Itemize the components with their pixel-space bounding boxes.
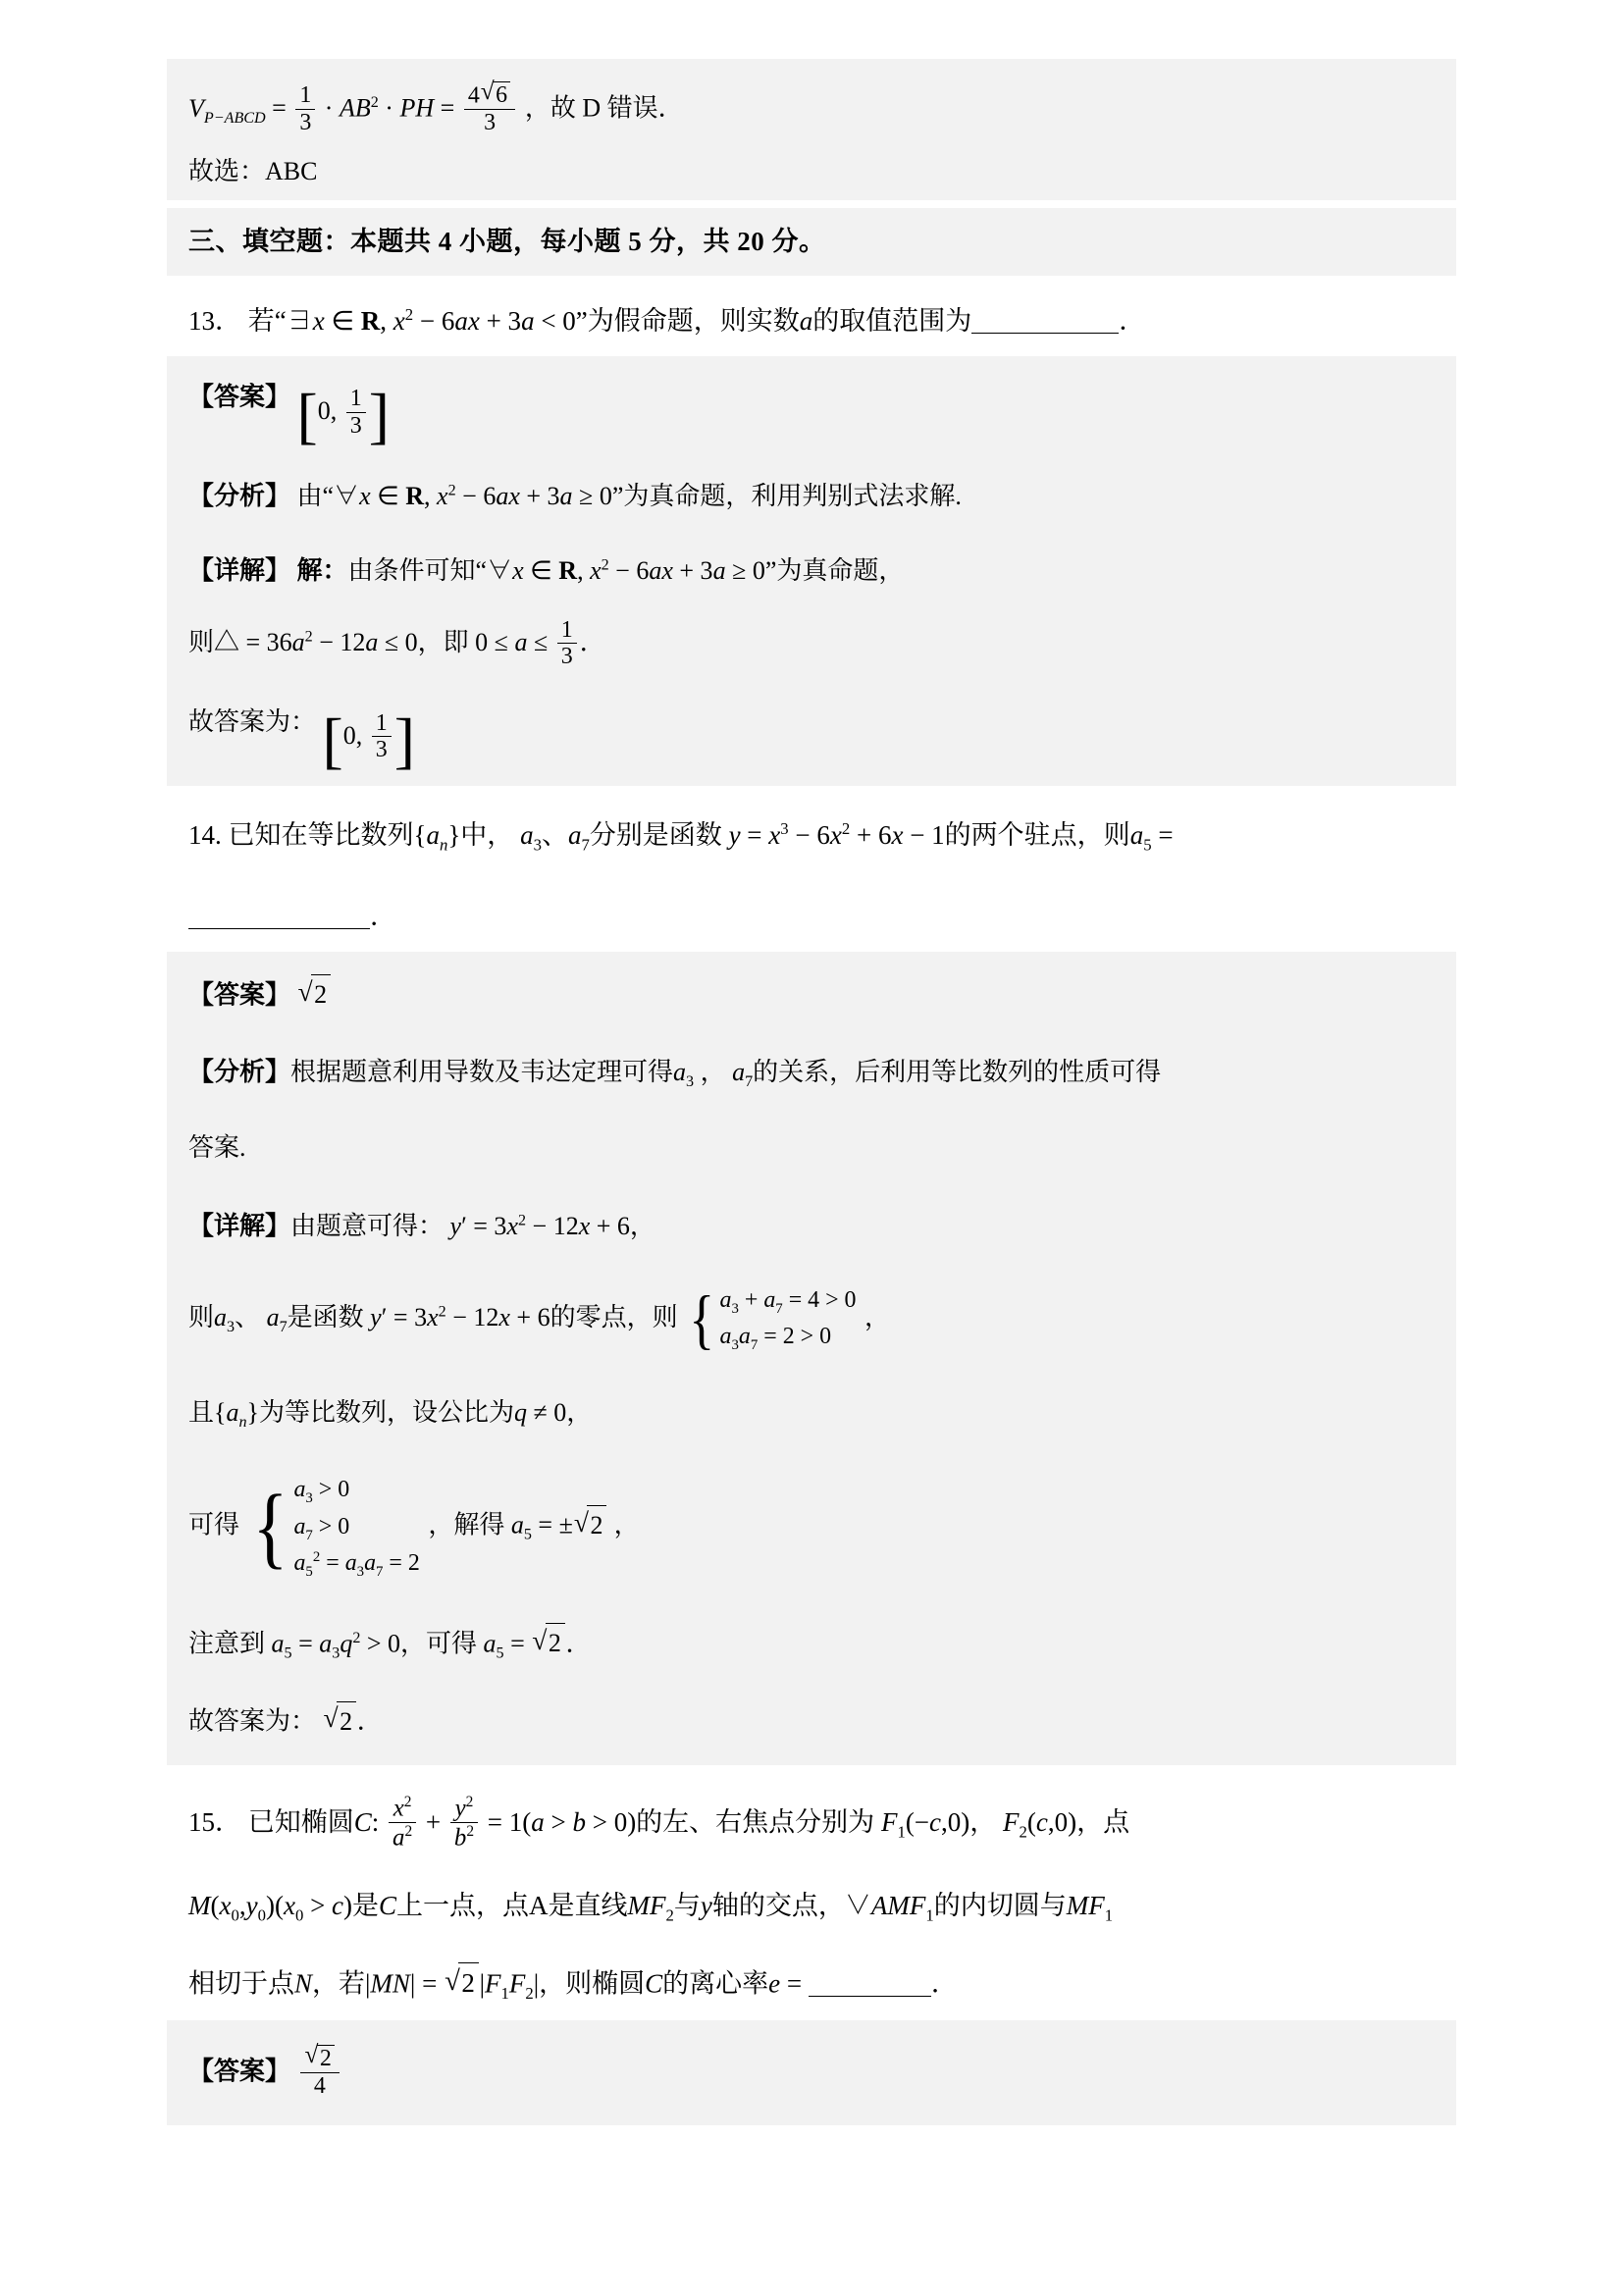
answer-15-block <box>167 2020 1456 2125</box>
answer-14-block <box>167 952 1456 1035</box>
question-15-line-2: $M(x_0,y_0)(x_0 > c)$是C上一点，点A是直线$MF_2$与y轴的交点，$\vee AMF_1$的内切圆与$MF_1$ <box>188 1890 1114 1924</box>
detail-label-14: 【详解】 <box>188 1211 291 1240</box>
detail-13-block <box>167 534 1456 785</box>
answer-14-value: √ 2 <box>297 980 332 1009</box>
question-14 <box>167 786 1456 952</box>
answer-blank-15 <box>809 1966 931 1997</box>
detail-14-line-2: 则$a_3$、 $a_7$是函数 $y' = 3x^2 - 12x + 6$的零点，则 { $a_3 + a_7 = 4 > 0$ $a_3a_7 = 2 > 0$ ， <box>188 1282 891 1357</box>
detail-14-block <box>167 1185 1456 1765</box>
analysis-14-line-1: 【分析】根据题意利用导数及韦达定理可得$a_3$ ， $a_7$的关系，后利用等比数列的性质可得 <box>188 1057 1162 1090</box>
answer-label-14: 【答案】 <box>188 980 291 1010</box>
analysis-label-14: 【分析】 <box>188 1057 291 1086</box>
question-15 <box>167 1765 1456 2020</box>
detail-label-13: 【详解】 <box>188 556 291 586</box>
analysis-14-block <box>167 1035 1456 1185</box>
question-14-line-1: 14. 已知在等比数列$\{a_n\}$中， $a_3$、$a_7$分别是函数 $y = x^3 - 6x^2 + 6x - 1$的两个驻点，则$a_5$ = <box>188 818 1174 854</box>
section-heading <box>167 208 1456 277</box>
detail-14-line-5: 注意到 $a_5 = a_3q^2 > 0$，可得 $a_5$ = √ 2 ． <box>188 1622 1435 1667</box>
detail-13-answer-value: [0, $\frac{1}{3}$ ] <box>322 704 415 775</box>
analysis-14-line-2: 答案. <box>188 1132 246 1162</box>
question-15-number: 15． <box>188 1807 241 1838</box>
answer-blank-14 <box>188 899 370 929</box>
analysis-label-13: 【分析】 <box>188 482 291 511</box>
system-of-equations-1: { $a_3 + a_7 = 4 > 0$ $a_3a_7 = 2 > 0$ <box>689 1282 857 1357</box>
detail-13-line-1: 【详解】 解：由条件可知“∀x ∈ R, $x^2 - 6ax + 3a \ge 0$”为真命题， <box>188 556 905 586</box>
answer-label-15: 【答案】 <box>188 2057 291 2086</box>
question-13-number: 13． <box>188 306 241 337</box>
detail-14-line-4: 可得 { $a_3 > 0$ $a_7 > 0$ $a_5^2 = a_3a_7 = 2$ ，解得 $a_5$ = ± √ 2 ， <box>188 1473 1435 1582</box>
therefore-answer-14: 故答案为： <box>188 1706 317 1736</box>
volume-conclusion-block <box>167 59 1456 200</box>
detail-13-line-3 <box>188 697 1435 775</box>
therefore-answer-13: 故答案为： <box>188 706 317 736</box>
question-13: 13． 若“∃x ∈ R, $x^2 - 6ax + 3a < 0$”为假命题，则实数a的取值范围为 ． <box>167 276 1456 356</box>
detail-14-line-3: 且$\{a_n\}$为等比数列，设公比为q ≠ 0， <box>188 1398 593 1432</box>
analysis-13-block: 【分析】 由“∀x ∈ R, $x^2 - 6ax + 3a \ge 0$”为真命题，利用判别式法求解. <box>167 459 1456 534</box>
choose-line: 故选：ABC <box>188 157 318 186</box>
answer-13-block <box>167 356 1456 459</box>
question-15-line-3: 相切于点N，若|MN| = √ 2 $|F_1F_2|$，则椭圆C的离心率e = ． <box>188 1961 1435 2007</box>
answer-15-value: √ $\frac{2}{4}$ <box>300 2044 340 2100</box>
answer-label-13: 【答案】 <box>188 383 291 412</box>
answer-blank-13 <box>971 304 1119 335</box>
detail-14-line-1: 【详解】由题意可得： $y' = 3x^2 - 12x + 6$， <box>188 1211 655 1240</box>
question-14-line-2: ． <box>188 897 1435 938</box>
question-15-line-1: 15． 已知椭圆C: $\frac{x^2}{a^2}$ + $\frac{y^2}{b^2}$ = 1(a > b > 0)的左、右焦点分别为 $F_1(-c,0)$， $F_2(c,0)$，点 <box>188 1794 1130 1851</box>
system-of-equations-2: { $a_3 > 0$ $a_7 > 0$ $a_5^2 = a_3a_7 = 2$ <box>252 1476 420 1580</box>
question-14-number: 14. <box>188 819 222 850</box>
solution-prefix-13: 解： <box>296 556 348 586</box>
volume-formula-line: $V_{P-ABCD}$ = $\frac{1}{3}$ · $AB^2$ · PH = $\frac{4 √ 6}{3}$ ，故 D 错误． <box>188 80 1435 136</box>
section-heading-text: 三、填空题：本题共 4 小题，每小题 5 分，共 20 分。 <box>188 226 826 256</box>
detail-13-line-2: 则△ = $36a^2 - 12a \le 0$，即 0 ≤ a ≤ $\frac{1}{3}$ ． <box>188 616 605 670</box>
detail-14-line-6: 故答案为： √ 2 ． <box>188 1699 1435 1742</box>
answer-13-value: [0, $\frac{1}{3}$ ] <box>296 381 390 451</box>
